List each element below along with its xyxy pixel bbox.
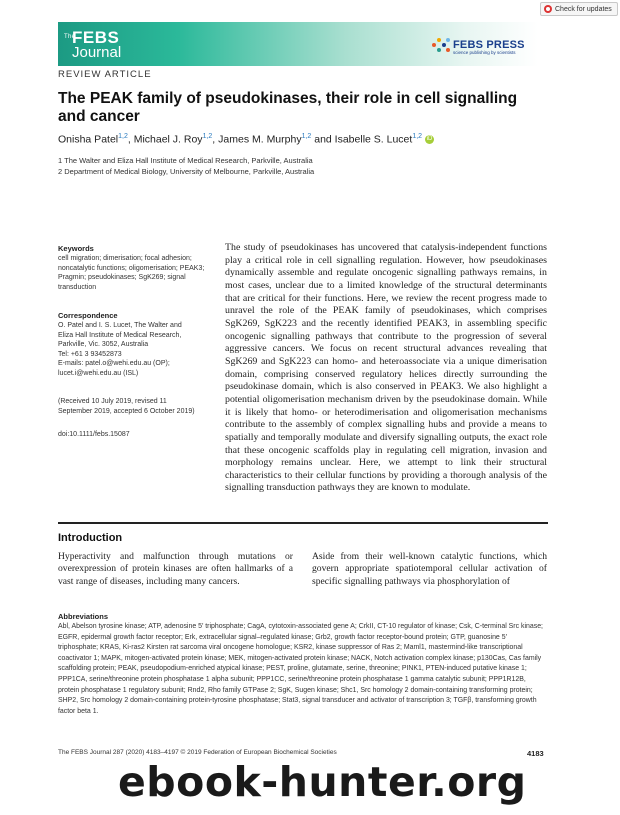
keywords-heading: Keywords [58,244,94,253]
received-dates [58,397,218,416]
correspondence-block [58,321,218,378]
abstract-text: The study of pseudokinases has uncovered that catalysis-independent functions play a critical role in cell signalling regulation. However, how pseudokinases dynamically assemble and regulate oncogenic signalling pathways remains, in most cases, unclear due to a limited knowledge of the structural determinants that are critical for their functions. Here, we review the recent progress made to unravel the role of the PEAK family of pseudokinases, which comprises SgK269, SgK223 and the recently identified PEAK3, in assembling specific oncogenic signalling pathways that contribute to the progression of several aggressive cancers. We focus on recent structural advances revealing that SgK269 and SgK223 can homo- and heteroassociate via a unique dimerisation domain, comprising conserved regulatory helices directly surrounding the pseudokinase domain, which is also conserved in PEAK3. We also highlight a potential oligomerisation mechanism driven by the pseudokinase domain. While it is likely that homo- or heterodimerisation and oligomerisation mechanisms contribute to the assembly of complex signalling hubs and provide a means to spatially and temporally modulate and diversify signalling outputs, the exact role that these oncogenic scaffolds play in regulating cell migration, invasion and morphology remains unclear. Here, we attempt to link their structural characteristics to their cellular functions by providing a thorough analysis of the signalling transduction pathways they are known to modulate. [225,242,547,494]
affiliation-2: 2 Department of Medical Biology, University of Melbourne, Parkville, Australia [58,167,315,176]
author-name[interactable]: Michael J. Roy [133,133,203,146]
correspondence-line: Eliza Hall Institute of Medical Research, [58,331,182,339]
journal-logo-journal: Journal [72,44,122,61]
introduction-column-2: Aside from their well-known catalytic functions, which govern appropriate spatiotemporal cellular activation of specific signalling pathways via phosphorylation of [312,551,547,587]
author-separator: , [127,133,134,146]
author-name[interactable]: Onisha Patel [58,133,119,146]
febs-press-tagline: science publishing by scientists [453,50,516,55]
author-separator: , [212,133,219,146]
introduction-heading: Introduction [58,532,123,544]
journal-logo-febs: FEBS [72,28,120,47]
page-number: 4183 [527,749,544,758]
correspondence-line: Parkville, Vic. 3052, Australia [58,341,149,348]
affiliation-1: 1 The Walter and Eliza Hall Institute of Medical Research, Parkville, Australia [58,156,313,165]
article-type: REVIEW ARTICLE [58,69,152,80]
author-separator: and [311,133,335,146]
orcid-icon[interactable]: iD [426,136,433,143]
introduction-column-1: Hyperactivity and malfunction through mutations or overexpression of protein kinases are often hallmarks of a vast range of diseases, including many cancers. [58,551,293,587]
correspondence-line: Tel: +61 3 93452873 [58,350,122,358]
correspondence-heading: Correspondence [58,311,118,320]
check-for-updates-label: Check for updates [555,5,612,13]
author-affiliation-sup: 1,2 [202,133,213,140]
abbreviations-text: Abl, Abelson tyrosine kinase; ATP, adenosine 5′ triphosphate; CagA, cytotoxin-associated gene A; CrkII, CT-10 regulator of kinase; Csk, C-terminal Src kinase; EGFR, epidermal growth factor receptor; Erk, extracellular signal–regulated kinase; Grb2, growth factor receptor-bound protein; GTP, guanosine 5′ triphosphate; KRAS, Ki-ras2 Kirsten rat sarcoma viral oncogene homologue; KSR2, kinase suppressor of Ras 2; Maml1, mastermind-like transcriptional coactivator 1; MAPK, mitogen-activated protein kinase; MEK, mitogen-activated protein kinase; NACK, Notch activation complex kinase; p130Cas, Cas family scaffolding protein; PEAK, pseudopodium-enriched atypical kinase; PEST, proline, glutamate, serine, threonine; PINK1, PTEN-induced putative kinase 1; PPP1CA, serine/threonine protein phosphatase 1 alpha subunit; PPP1CC, serine/threonine protein phosphatase 1 gamma catalytic subunit; PPP1R12B, protein phosphatase 1 regulatory subunit; Rnd2, Rho family GTPase 2; SgK, Sugen kinase; Shc1, Src homology 2 domain-containing transforming protein; SHP2, Src homology 2 domain-containing protein-tyrosine phosphatase; Stat3, signal transducer and activator of transcription 3; TGFβ, transforming growth factor beta 1. [58,623,543,715]
febs-press-logo [432,36,525,54]
article-title: The PEAK family of pseudokinases, their role in cell signalling and cancer [58,90,518,125]
received-dates-line: (Received 10 July 2019, revised 11 [58,398,167,405]
received-dates-line: September 2019, accepted 6 October 2019) [58,407,195,415]
author-list [58,133,434,146]
author-name[interactable]: James M. Murphy [218,133,302,146]
author-affiliation-sup: 1,2 [412,133,423,140]
doi-link[interactable]: doi:10.1111/febs.15087 [58,431,130,438]
author-affiliation-sup: 1,2 [301,133,312,140]
author-name[interactable]: Isabelle S. Lucet [334,133,413,146]
author-affiliation-sup: 1,2 [118,133,128,140]
correspondence-email-line[interactable]: lucet.i@wehi.edu.au (ISL) [58,369,139,377]
correspondence-line: O. Patel and I. S. Lucet, The Walter and [58,322,182,329]
febs-press-dots-icon [432,36,450,54]
correspondence-email-line[interactable]: E-mails: patel.o@wehi.edu.au (OP); [58,360,170,367]
crossmark-icon [544,5,552,13]
section-divider [58,522,548,524]
abbreviations-heading: Abbreviations [58,612,109,621]
keywords-text: cell migration; dimerisation; focal adhesion; noncatalytic functions; oligomerisation; PEAK3; Pragmin; pseudokinases; SgK269; signal transduction [58,255,205,291]
febs-press-name: FEBS PRESS [453,39,525,51]
footer-citation: The FEBS Journal 287 (2020) 4183–4197 © 2019 Federation of European Biochemical Societies [58,749,337,756]
journal-logo-the: The [64,34,76,40]
watermark-text: ebook-hunter.org [118,758,527,806]
check-for-updates-button[interactable] [540,2,618,16]
